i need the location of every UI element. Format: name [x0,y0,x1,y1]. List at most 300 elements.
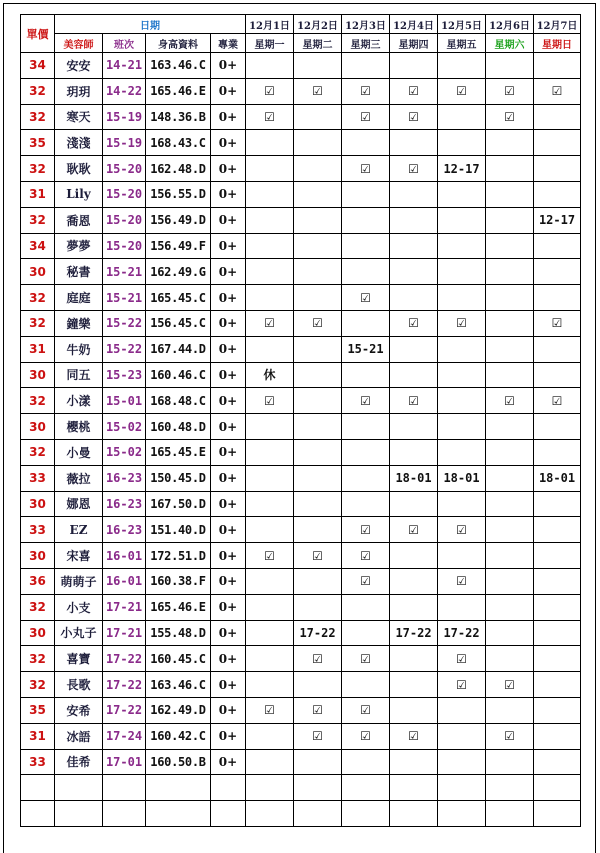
spec-cell: 0+ [211,414,246,440]
beautician-name: 喜寶 [55,646,103,672]
height-cell: 165.45.C [146,285,211,311]
price-cell: 32 [21,646,55,672]
price-cell: 32 [21,78,55,104]
day-cell [486,517,534,543]
checkbox-icon: ☑ [246,310,294,336]
day-cell [390,259,438,285]
day-cell [342,439,390,465]
day-cell [390,53,438,79]
day-cell [534,362,581,388]
beautician-name: 櫻桃 [55,414,103,440]
table-row [21,285,581,311]
day-cell: 18-01 [438,465,486,491]
spec-cell: 0+ [211,310,246,336]
date-cell: 12月3日 [342,15,390,34]
day-cell [390,130,438,156]
price-cell: 32 [21,672,55,698]
day-cell [294,130,342,156]
day-cell [486,53,534,79]
checkbox-icon: ☑ [294,310,342,336]
height-cell: 168.48.C [146,388,211,414]
checkbox-icon: ☑ [342,156,390,182]
height-header: 身高資料 [146,34,211,53]
shift-cell: 17-01 [103,749,146,775]
empty-cell [534,801,581,827]
day-cell [294,285,342,311]
day-cell [246,414,294,440]
shift-header: 班次 [103,34,146,53]
checkbox-icon: ☑ [438,310,486,336]
height-cell: 163.46.C [146,672,211,698]
day-cell [534,181,581,207]
day-cell [246,130,294,156]
height-cell: 160.46.C [146,362,211,388]
day-cell [390,181,438,207]
day-cell [390,207,438,233]
day-cell [438,414,486,440]
day-cell [534,568,581,594]
day-cell [246,181,294,207]
day-cell [534,543,581,569]
height-cell: 165.46.E [146,78,211,104]
shift-cell: 15-21 [103,259,146,285]
spec-cell: 0+ [211,78,246,104]
day-cell [342,130,390,156]
beautician-name: 淺淺 [55,130,103,156]
height-cell: 160.50.B [146,749,211,775]
day-cell [438,130,486,156]
checkbox-icon: ☑ [486,78,534,104]
date-cell: 12月1日 [246,15,294,34]
spec-cell: 0+ [211,388,246,414]
checkbox-icon: ☑ [342,104,390,130]
price-cell: 32 [21,104,55,130]
shift-cell: 15-22 [103,336,146,362]
day-cell [246,465,294,491]
day-cell [486,336,534,362]
day-cell [294,491,342,517]
height-cell: 156.45.C [146,310,211,336]
day-cell [486,130,534,156]
height-cell: 165.46.E [146,594,211,620]
day-cell [486,259,534,285]
day-cell [534,749,581,775]
checkbox-icon: ☑ [342,517,390,543]
empty-row [21,775,581,801]
checkbox-icon: ☑ [342,697,390,723]
checkbox-icon: ☑ [246,388,294,414]
price-cell: 33 [21,517,55,543]
shift-cell: 15-20 [103,156,146,182]
shift-cell: 17-22 [103,646,146,672]
beautician-name: 薇拉 [55,465,103,491]
day-cell [246,491,294,517]
checkbox-icon: ☑ [438,646,486,672]
checkbox-icon: ☑ [390,104,438,130]
day-cell [246,53,294,79]
height-cell: 156.49.D [146,207,211,233]
beautician-name: 娜恩 [55,491,103,517]
day-cell [246,594,294,620]
checkbox-icon: ☑ [342,646,390,672]
day-cell [390,362,438,388]
price-cell: 32 [21,388,55,414]
weekday-cell-saturday: 星期六 [486,34,534,53]
checkbox-icon: ☑ [294,723,342,749]
beautician-name: 喬恩 [55,207,103,233]
spec-cell: 0+ [211,207,246,233]
checkbox-icon: ☑ [342,78,390,104]
spec-cell: 0+ [211,362,246,388]
spec-cell: 0+ [211,465,246,491]
beautician-header: 美容師 [55,34,103,53]
checkbox-icon: ☑ [342,568,390,594]
table-row [21,259,581,285]
table-row [21,336,581,362]
weekday-cell: 星期二 [294,34,342,53]
day-cell [390,414,438,440]
day-cell [342,53,390,79]
day-cell [294,181,342,207]
day-cell [438,207,486,233]
day-cell [246,156,294,182]
day-cell [438,749,486,775]
empty-cell [55,801,103,827]
spec-cell: 0+ [211,723,246,749]
beautician-name: 安希 [55,697,103,723]
checkbox-icon: ☑ [294,646,342,672]
table-row [21,543,581,569]
empty-cell [21,801,55,827]
price-cell: 30 [21,259,55,285]
checkbox-icon: ☑ [342,543,390,569]
table-row [21,414,581,440]
height-cell: 162.49.G [146,259,211,285]
beautician-name: 同五 [55,362,103,388]
checkbox-icon: ☑ [438,672,486,698]
day-cell [534,259,581,285]
header-row-dates [21,15,581,34]
day-cell [534,646,581,672]
day-cell [294,749,342,775]
shift-cell: 15-01 [103,388,146,414]
day-cell [534,104,581,130]
spec-cell: 0+ [211,568,246,594]
price-cell: 32 [21,156,55,182]
day-cell [390,568,438,594]
day-cell [294,362,342,388]
day-cell [246,439,294,465]
weekday-cell: 星期五 [438,34,486,53]
checkbox-icon: ☑ [390,310,438,336]
checkbox-icon: ☑ [390,78,438,104]
checkbox-icon: ☑ [294,543,342,569]
day-cell [534,723,581,749]
height-cell: 162.49.D [146,697,211,723]
empty-cell [294,801,342,827]
height-cell: 168.43.C [146,130,211,156]
day-cell [486,156,534,182]
checkbox-icon: ☑ [246,697,294,723]
checkbox-icon: ☑ [438,517,486,543]
beautician-name: 寒天 [55,104,103,130]
checkbox-icon: ☑ [486,672,534,698]
beautician-name: 小曼 [55,439,103,465]
height-cell: 160.42.C [146,723,211,749]
day-cell [246,285,294,311]
table-row [21,233,581,259]
height-cell: 167.44.D [146,336,211,362]
height-cell: 155.48.D [146,620,211,646]
checkbox-icon: ☑ [390,517,438,543]
shift-cell: 15-20 [103,207,146,233]
day-cell [486,620,534,646]
day-cell [534,697,581,723]
day-cell [390,646,438,672]
day-cell [294,233,342,259]
empty-cell [146,801,211,827]
price-cell: 32 [21,207,55,233]
day-cell [342,749,390,775]
height-cell: 148.36.B [146,104,211,130]
empty-cell [21,775,55,801]
shift-cell: 14-22 [103,78,146,104]
beautician-name: 庭庭 [55,285,103,311]
table-row [21,439,581,465]
day-cell: 18-01 [390,465,438,491]
day-cell [342,233,390,259]
price-cell: 35 [21,130,55,156]
price-cell: 31 [21,723,55,749]
table-row [21,517,581,543]
checkbox-icon: ☑ [390,156,438,182]
shift-cell: 17-22 [103,697,146,723]
day-cell [438,259,486,285]
day-cell [294,104,342,130]
beautician-name: 萌萌子 [55,568,103,594]
day-cell [486,285,534,311]
price-cell: 30 [21,620,55,646]
price-cell: 35 [21,697,55,723]
day-cell [486,749,534,775]
price-cell: 32 [21,439,55,465]
day-cell [342,620,390,646]
day-cell [342,465,390,491]
empty-cell [246,801,294,827]
empty-cell [55,775,103,801]
spec-cell: 0+ [211,646,246,672]
shift-cell: 16-01 [103,568,146,594]
day-cell [534,620,581,646]
day-cell [486,646,534,672]
checkbox-icon: ☑ [534,388,581,414]
date-cell: 12月2日 [294,15,342,34]
empty-cell [486,775,534,801]
day-cell [342,310,390,336]
day-cell: 休 [246,362,294,388]
day-cell [294,465,342,491]
spec-cell: 0+ [211,491,246,517]
price-cell: 33 [21,465,55,491]
checkbox-icon: ☑ [534,78,581,104]
checkbox-icon: ☑ [246,78,294,104]
checkbox-icon: ☑ [390,723,438,749]
height-cell: 156.55.D [146,181,211,207]
date-header: 日期 [55,15,246,34]
day-cell [294,439,342,465]
day-cell: 17-22 [294,620,342,646]
height-cell: 160.48.D [146,414,211,440]
date-cell: 12月5日 [438,15,486,34]
shift-cell: 16-23 [103,491,146,517]
day-cell [534,672,581,698]
empty-cell [103,801,146,827]
beautician-name: 小支 [55,594,103,620]
height-cell: 172.51.D [146,543,211,569]
day-cell [438,181,486,207]
spec-cell: 0+ [211,130,246,156]
weekday-cell: 星期一 [246,34,294,53]
empty-cell [486,801,534,827]
spec-cell: 0+ [211,104,246,130]
checkbox-icon: ☑ [534,310,581,336]
empty-cell [390,801,438,827]
day-cell: 15-21 [342,336,390,362]
checkbox-icon: ☑ [342,388,390,414]
spec-cell: 0+ [211,749,246,775]
day-cell: 12-17 [534,207,581,233]
table-row [21,207,581,233]
shift-cell: 16-23 [103,517,146,543]
checkbox-icon: ☑ [486,388,534,414]
empty-cell [211,775,246,801]
price-cell: 36 [21,568,55,594]
day-cell [534,156,581,182]
day-cell [294,156,342,182]
height-cell: 162.48.D [146,156,211,182]
spec-cell: 0+ [211,672,246,698]
empty-cell [438,801,486,827]
day-cell [534,439,581,465]
day-cell [438,104,486,130]
empty-cell [534,775,581,801]
height-cell: 156.49.F [146,233,211,259]
day-cell [486,439,534,465]
weekday-cell: 星期三 [342,34,390,53]
day-cell [438,723,486,749]
day-cell [342,594,390,620]
day-cell [486,594,534,620]
day-cell [390,697,438,723]
day-cell [246,646,294,672]
price-cell: 30 [21,414,55,440]
day-cell [390,672,438,698]
day-cell [486,414,534,440]
shift-cell: 14-21 [103,53,146,79]
height-cell: 165.45.E [146,439,211,465]
day-cell [486,207,534,233]
checkbox-icon: ☑ [438,78,486,104]
shift-cell: 15-02 [103,439,146,465]
day-cell [438,336,486,362]
price-cell: 33 [21,749,55,775]
day-cell [486,181,534,207]
weekday-cell-sunday: 星期日 [534,34,581,53]
day-cell [342,491,390,517]
day-cell [438,439,486,465]
day-cell [294,259,342,285]
day-cell [390,233,438,259]
day-cell [246,517,294,543]
table-row [21,53,581,79]
empty-cell [438,775,486,801]
price-cell: 30 [21,543,55,569]
weekday-cell: 星期四 [390,34,438,53]
table-row [21,749,581,775]
beautician-name: 小漾 [55,388,103,414]
height-cell: 163.46.C [146,53,211,79]
day-cell [486,491,534,517]
spec-cell: 0+ [211,181,246,207]
day-cell [246,259,294,285]
empty-cell [211,801,246,827]
day-cell [246,207,294,233]
beautician-name: 小丸子 [55,620,103,646]
table-row [21,104,581,130]
beautician-name: 鐘樂 [55,310,103,336]
checkbox-icon: ☑ [246,104,294,130]
day-cell [486,465,534,491]
shift-cell: 15-02 [103,414,146,440]
table-row [21,465,581,491]
table-row [21,388,581,414]
shift-cell: 17-21 [103,594,146,620]
beautician-name: 冰語 [55,723,103,749]
checkbox-icon: ☑ [390,388,438,414]
day-cell [246,749,294,775]
beautician-name: 長歌 [55,672,103,698]
table-row [21,646,581,672]
checkbox-icon: ☑ [294,78,342,104]
shift-cell: 16-23 [103,465,146,491]
day-cell [534,594,581,620]
day-cell [438,53,486,79]
beautician-name: 安安 [55,53,103,79]
schedule-table [20,14,581,827]
checkbox-icon: ☑ [342,723,390,749]
spec-cell: 0+ [211,620,246,646]
day-cell [246,336,294,362]
table-row [21,568,581,594]
shift-cell: 15-23 [103,362,146,388]
day-cell [294,517,342,543]
beautician-name: 玥玥 [55,78,103,104]
beautician-name: 夢夢 [55,233,103,259]
day-cell [390,439,438,465]
spec-cell: 0+ [211,233,246,259]
empty-cell [390,775,438,801]
day-cell [294,207,342,233]
spec-cell: 0+ [211,259,246,285]
shift-cell: 17-22 [103,672,146,698]
table-row [21,594,581,620]
shift-cell: 15-22 [103,310,146,336]
height-cell: 167.50.D [146,491,211,517]
day-cell [534,285,581,311]
spec-cell: 0+ [211,336,246,362]
shift-cell: 16-01 [103,543,146,569]
day-cell [534,491,581,517]
